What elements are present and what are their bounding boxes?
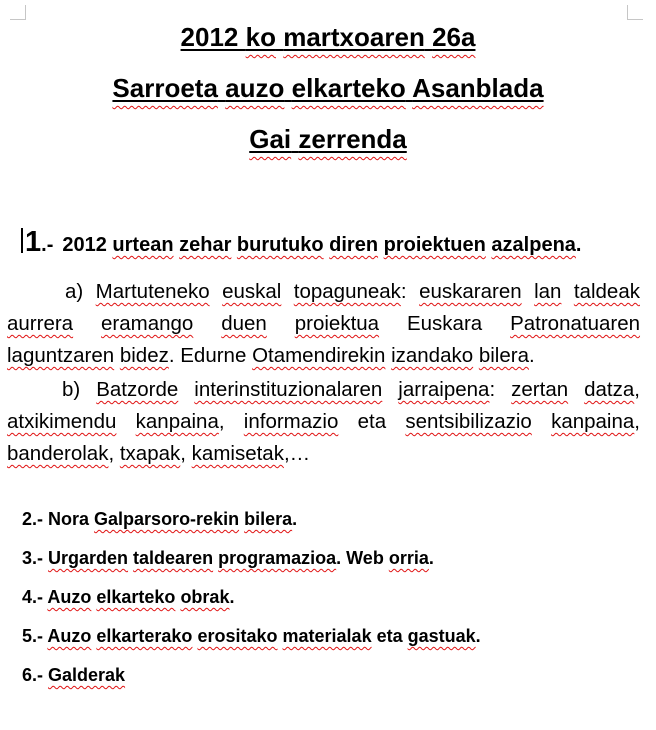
paragraph-a-line-2: aurrera eramango duen proiektua Euskara Patronatuaren (7, 312, 641, 335)
misspelled-word: topaguneak (293, 280, 401, 303)
misspelled-word: elkarterako (96, 626, 193, 646)
misspelled-word: taldeak (573, 280, 640, 303)
paragraph-b-line-1: b) Batzorde interinstituzionalaren jarraipena: zertan datza, (62, 378, 640, 401)
agenda-title[interactable] (0, 124, 656, 154)
misspelled-word: izandako (391, 344, 474, 367)
text-caret (21, 228, 23, 253)
misspelled-word: martxoaren (283, 22, 425, 52)
misspelled-word: elkarteko (96, 587, 176, 607)
misspelled-word: jarraipena (398, 378, 490, 401)
misspelled-word: elkarteko (291, 73, 406, 103)
misspelled-word: Batzorde (96, 378, 179, 401)
item-1-number: 1 (25, 226, 42, 258)
misspelled-word: kanpaina (135, 410, 219, 433)
text-boundary-corner-right-icon (627, 5, 643, 20)
misspelled-word: bilera (244, 509, 293, 529)
agenda-item-2[interactable]: 2.- Nora Galparsoro-rekin bilera. (22, 509, 298, 529)
misspelled-word: materialak (282, 626, 372, 646)
misspelled-word: Asanblada (412, 73, 544, 103)
misspelled-word: proiektuen (383, 234, 486, 256)
assembly-title[interactable] (0, 73, 656, 103)
misspelled-word: Galderak (48, 665, 126, 685)
paragraph-a-line-1: a) Martuteneko euskal topaguneak: euskararen lan taldeak (65, 280, 640, 303)
misspelled-word: burutuko (236, 234, 324, 256)
misspelled-word: sentsibilizazio (405, 410, 532, 433)
misspelled-word: euskararen (419, 280, 522, 303)
misspelled-word: Patronatuaren (510, 312, 641, 335)
misspelled-word: Gai (249, 124, 292, 154)
misspelled-word: auzo (225, 73, 285, 103)
paragraph-b-line-3: banderolak, txapak, kamisetak,… (7, 442, 311, 465)
misspelled-word: eramango (101, 312, 194, 335)
paragraph-b[interactable] (7, 374, 640, 470)
agenda-item-5[interactable]: 5.- Auzo elkarterako erositako materialak eta gastuak. (22, 626, 481, 646)
misspelled-word: datza (584, 378, 635, 401)
misspelled-word: urtean (112, 234, 174, 256)
misspelled-word: gastuak (407, 626, 476, 646)
misspelled-word: proiektua (294, 312, 380, 335)
misspelled-word: atxikimendu (7, 410, 117, 433)
misspelled-word: laguntzaren (7, 344, 115, 367)
misspelled-word: zehar (179, 234, 232, 256)
misspelled-word: zerrenda (298, 124, 407, 154)
agenda-item-6[interactable]: 6.- Galderak (22, 665, 126, 685)
misspelled-word: erositako (197, 626, 278, 646)
misspelled-word: obrak (180, 587, 230, 607)
misspelled-word: bidez (119, 344, 169, 367)
misspelled-word: bilera (478, 344, 529, 367)
item-1-number-suffix: .- (41, 234, 54, 256)
misspelled-word: Sarroeta (112, 73, 218, 103)
misspelled-word: informazio (243, 410, 339, 433)
text-boundary-corner-left-icon (10, 5, 26, 20)
agenda-item-1[interactable] (25, 226, 582, 258)
agenda-item-4[interactable]: 4.- Auzo elkarteko obrak. (22, 587, 235, 607)
misspelled-word: txapak (119, 442, 181, 465)
misspelled-word: euskal (222, 280, 282, 303)
item-1-text: 2012 urtean zehar burutuko diren proiektuen azalpena. (62, 234, 582, 256)
misspelled-word: aurrera (7, 312, 74, 335)
misspelled-word: 26a (432, 22, 476, 52)
misspelled-word: ko (245, 22, 276, 52)
paragraph-b-line-2: atxikimendu kanpaina, informazio eta sentsibilizazio kanpaina, (7, 410, 640, 433)
misspelled-word: kanpaina (551, 410, 635, 433)
agenda-item-3[interactable]: 3.- Urgarden taldearen programazioa. Web orria. (22, 548, 434, 568)
misspelled-word: interinstituzionalaren (194, 378, 383, 401)
misspelled-word: Martuteneko (95, 280, 210, 303)
misspelled-word: Urgarden (48, 548, 129, 568)
paragraph-a[interactable] (7, 276, 640, 372)
misspelled-word: taldearen (133, 548, 214, 568)
misspelled-word: Otamendirekin (252, 344, 386, 367)
misspelled-word: Auzo (47, 626, 92, 646)
misspelled-word: programazioa (218, 548, 337, 568)
paragraph-a-line-3: laguntzaren bidez. Edurne Otamendirekin izandako bilera. (7, 344, 535, 367)
misspelled-word: diren (329, 234, 379, 256)
date-title[interactable]: 2012 ko martxoaren 26a (180, 22, 476, 52)
misspelled-word: Auzo (47, 587, 92, 607)
misspelled-word: duen (221, 312, 267, 335)
misspelled-word: kamisetak (191, 442, 284, 465)
misspelled-word: Galparsoro-rekin (94, 509, 240, 529)
misspelled-word: banderolak (7, 442, 109, 465)
misspelled-word: zertan (511, 378, 569, 401)
misspelled-word: azalpena (491, 234, 576, 256)
misspelled-word: orria (388, 548, 429, 568)
misspelled-word: lan (534, 280, 562, 303)
